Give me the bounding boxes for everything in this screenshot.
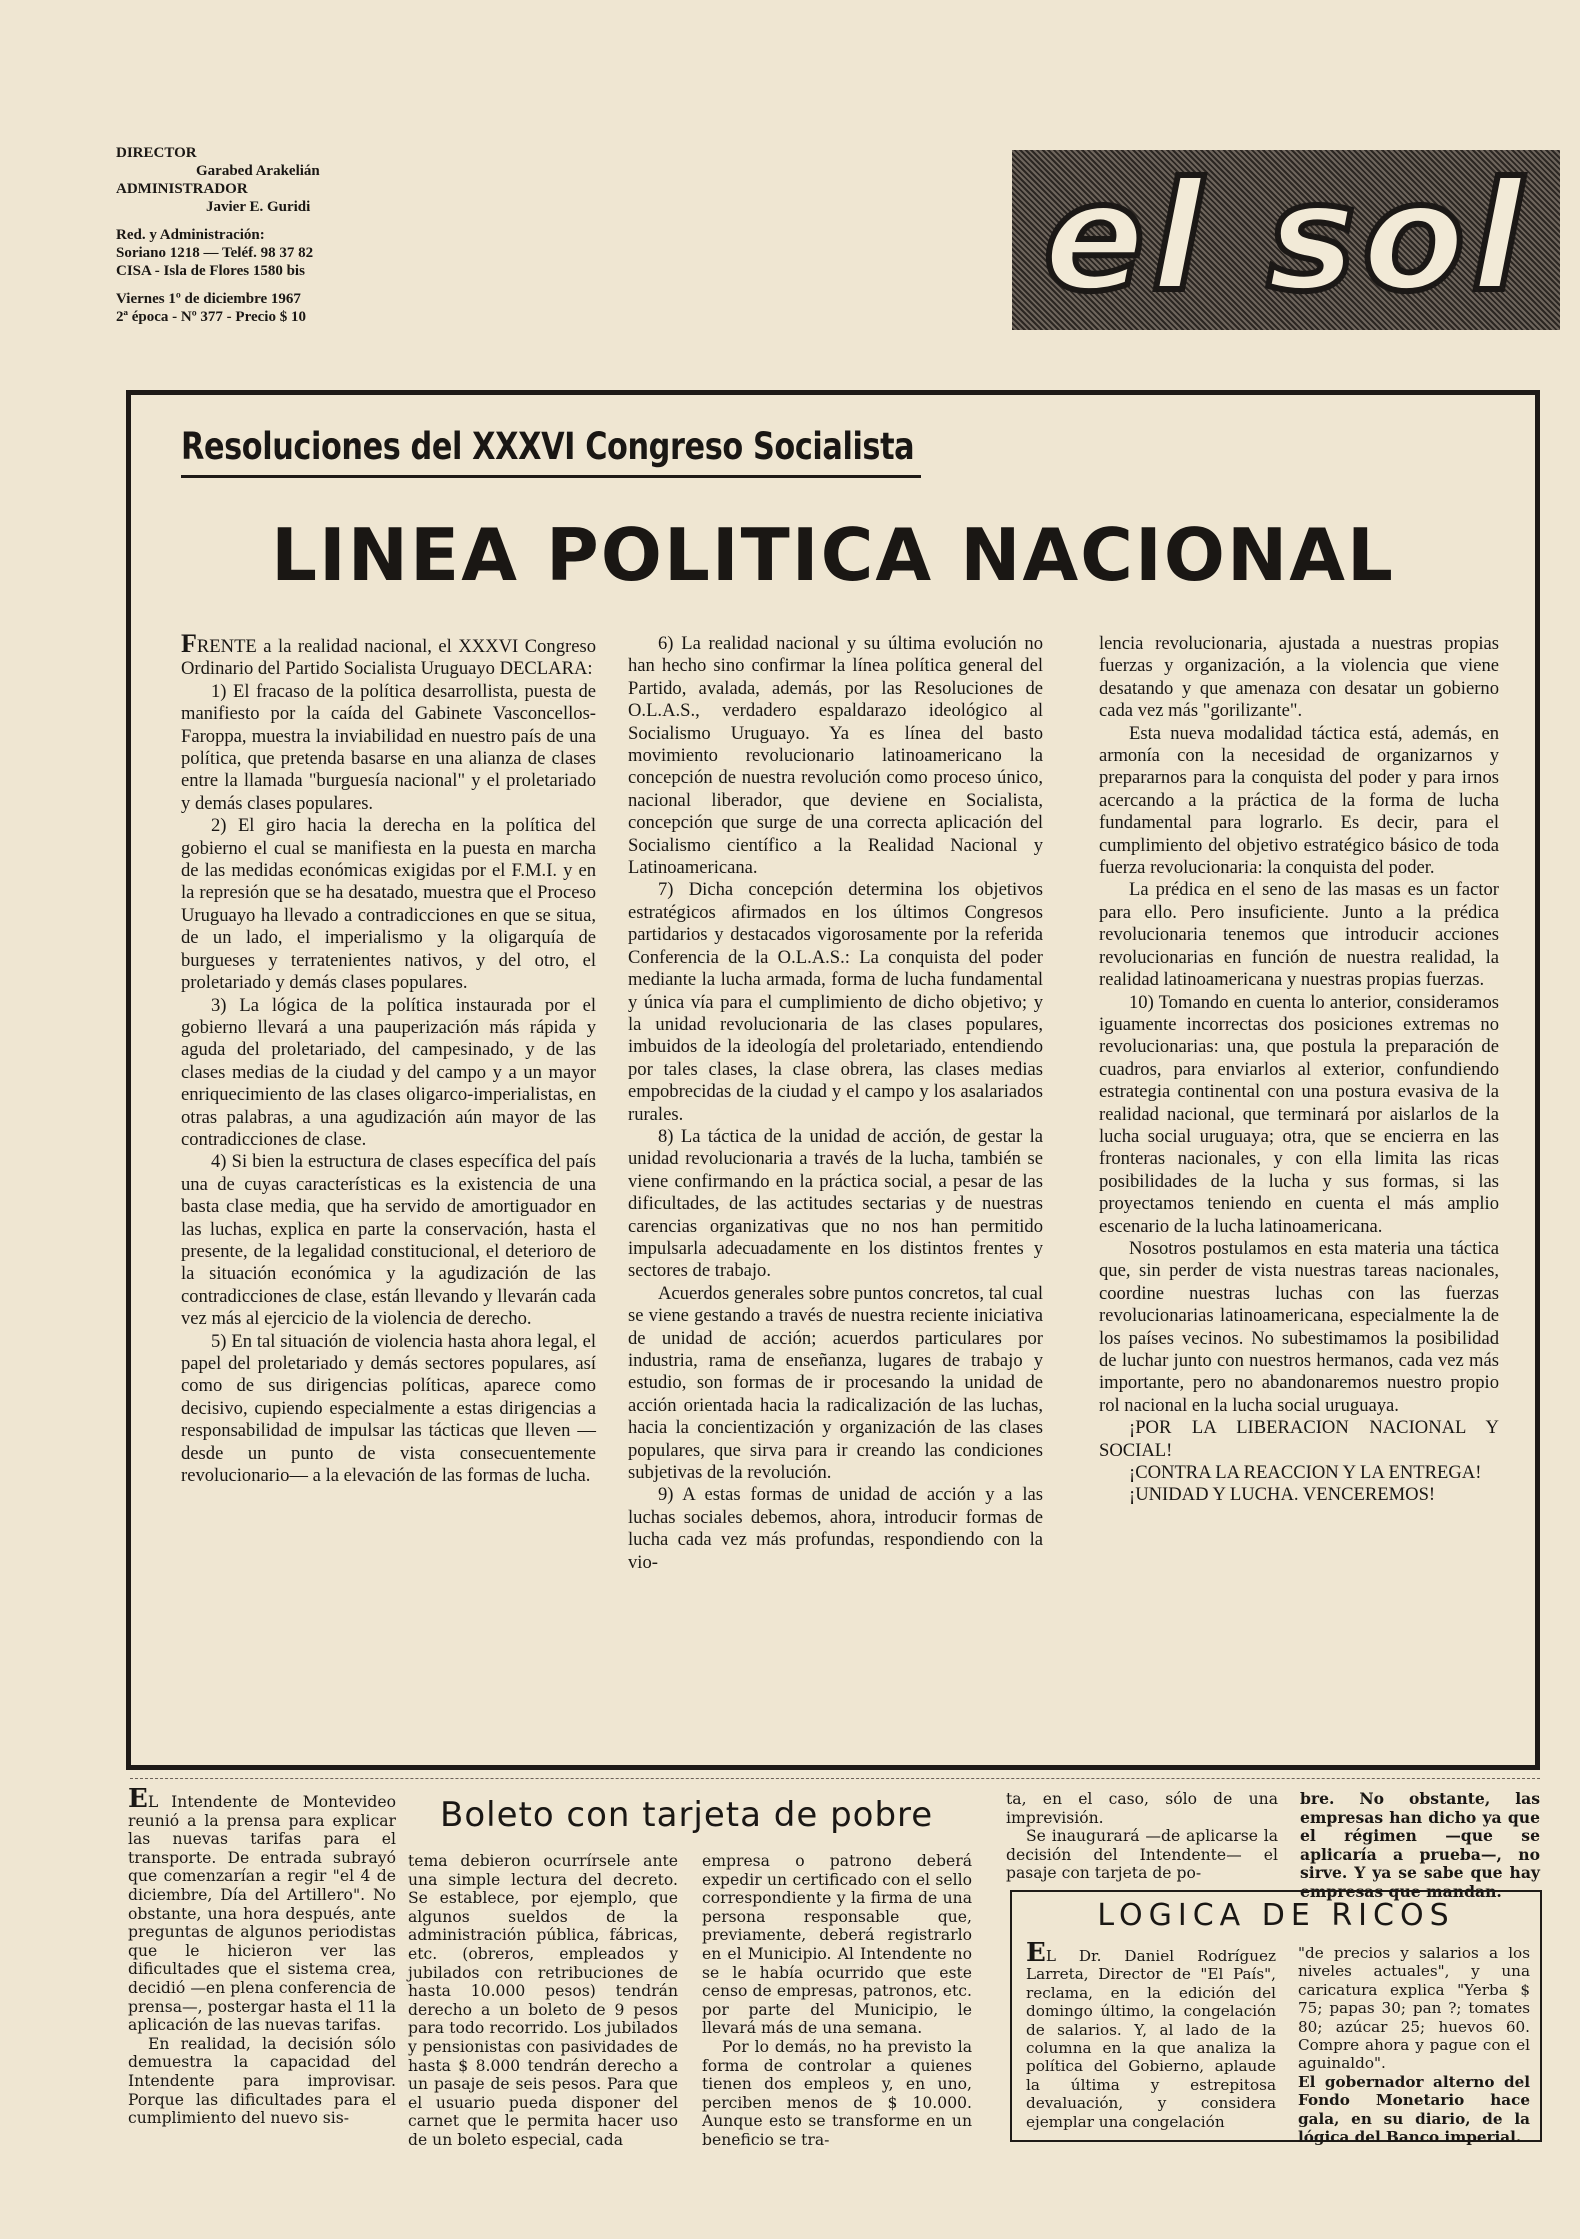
kicker-rule xyxy=(181,475,921,478)
admin-label: ADMINISTRADOR xyxy=(116,181,248,197)
boleto-headline: Boleto con tarjeta de pobre xyxy=(440,1795,934,1835)
logica-column-2 xyxy=(1298,1944,1530,2146)
boleto-column-5 xyxy=(1300,1790,1540,1902)
logica-headline: LOGICA DE RICOS xyxy=(1097,1898,1455,1933)
article-column-3 xyxy=(1099,633,1499,1507)
issue-number: 2ª época - Nº 377 - Precio $ 10 xyxy=(116,309,306,325)
paragraph-text: L Dr. Daniel Rodríguez Larreta, Director de "El País", reclama, en la edición del domingo último, la congelación de salarios. Y, al lado de la columna en la que analiza la política del Gobierno, aplaude la última y estrepitosa devaluación, y considera ejemplar una congelación xyxy=(1026,1947,1276,2131)
slogan: ¡CONTRA LA REACCION Y LA ENTREGA! xyxy=(1129,1462,1482,1484)
paragraph: lencia revolucionaria, ajustada a nuestras propias fuerzas y organización, a la violencia que viene desatando y que amenaza con desatar un gobierno cada vez más "gorilizante". xyxy=(1099,633,1499,722)
dropcap: E xyxy=(128,1784,148,1814)
section-divider xyxy=(130,1778,1540,1779)
director-name: Garabed Arakelián xyxy=(196,163,320,179)
paragraph: Acuerdos generales sobre puntos concretos, tal cual se viene gestando a través de nuestra reciente iniciativa de unidad de acción; acuerdos particulares por industria, rama de enseñanza, lugares de trabajo y estudio, son formas de ir procesando la unidad de acción orientada hacia la radicalización de las luchas, hacia la concientización y organización de las clases populares, que sirva para ir creando las condiciones subjetivas de la revolución. xyxy=(628,1282,1043,1484)
paragraph: 1) El fracaso de la política desarrollista, puesta de manifiesto por la caída del Gabinete Vasconcellos-Faroppa, muestra la inviabilidad en nuestro país de una política, que pretenda basarse en una alianza de clases entre la llamada "burguesía nacional" y el proletariado y demás clases populares. xyxy=(181,680,596,814)
paragraph: Nosotros postulamos en esta materia una táctica que, sin perder de vista nuestras tareas nacionales, coordine nuestras luchas con las fuerzas revolucionarias latinoamericana, especialmente la de los países vecinos. No subestimamos la posibilidad de luchar junto con nuestros hermanos, cada vez más importante, pero no abandonaremos nuestro propio rol nacional en la lucha social uruguaya. xyxy=(1099,1237,1499,1416)
paragraph: 3) La lógica de la política instaurada por el gobierno llevará a una pauperización más rápida y aguda del proletariado, del campesinado, y de las clases medias de la ciudad y del campo y a un mayor enriquecimiento de las clases oligarco-imperialistas, en otras palabras, a una agudización aún mayor de las contradicciones de clase. xyxy=(181,994,596,1150)
logica-column-1 xyxy=(1026,1938,1276,2131)
paragraph xyxy=(181,629,596,681)
main-article xyxy=(126,390,1540,1770)
paragraph: 6) La realidad nacional y su última evolución no han hecho sino confirmar la línea política general del Partido, avalada, además, por las Resoluciones de O.L.A.S., verdadero espaldarazo ideológico al Socialismo Uruguayo. Ya es línea del basto movimiento revolucionario latinoamericano la concepción de nuestra revolución como proceso único, nacional liberador, que deviene en Socialista, concepción que surge de una correcta aplicación del Socialismo científico a la Realidad Nacional y Latinoamericana. xyxy=(628,633,1043,879)
paragraph: bre. No obstante, las empresas han dicho ya que el régimen —que se aplicaría a prueba—, no sirve. Y ya se sabe que hay empresas que mandan. xyxy=(1300,1789,1540,1901)
paragraph: La prédica en el seno de las masas es un factor para ello. Pero insuficiente. Junto a la prédica revolucionaria tenemos que introducir acciones revolucionarias en función de nuestra realidad, la realidad latinoamericana y nuestras propias fuerzas. xyxy=(1099,879,1499,991)
address-line-3: CISA - Isla de Flores 1580 bis xyxy=(116,263,305,279)
paragraph: 9) A estas formas de unidad de acción y a las luchas sociales debemos, ahora, introducir formas de lucha cada vez más profundas, respondiendo con la vio- xyxy=(628,1484,1043,1573)
slogan: ¡POR LA LIBERACION NACIONAL Y SOCIAL! xyxy=(1099,1417,1499,1461)
address-line-1: Red. y Administración: xyxy=(116,227,265,243)
paragraph: 7) Dicha concepción determina los objetivos estratégicos afirmados en los últimos Congresos partidarios y destacados vigorosamente por la referida Conferencia de la O.L.A.S.: La conquista del poder mediante la lucha armada, forma de lucha fundamental y única vía para el cumplimiento de dicho objetivo; y la unidad revolucionaria de las clases populares, imbuidos de la ideología del proletariado, entendiendo por tales clases, la clase obrera, las clases medias empobrecidas de la ciudad y el campo y los asalariados rurales. xyxy=(628,879,1043,1125)
article-column-1 xyxy=(181,629,596,1487)
paragraph: 10) Tomando en cuenta lo anterior, consideramos iguamente incorrectas dos posiciones extremas no revolucionarias: una, que postula la preparación de cuadros, para enviarlos al exterior, confundiendo estrategia continental con una postura evasiva de la realidad nacional, que terminará por aislarlos de la lucha social uruguaya; otra, que se encierra en las fronteras nacionales, y con ella limita las ricas posibilidades de la lucha y sus formas, si las proyectamos teniendo en cuenta el más amplio escenario de la lucha latinoamericana. xyxy=(1099,991,1499,1237)
paragraph-text: RENTE a la realidad nacional, el XXXVI Congreso Ordinario del Partido Socialista Uruguayo DECLARA: xyxy=(181,636,596,680)
paragraph-bold: El gobernador alterno del Fondo Monetario hace gala, en su diario, de la lógica del Banco imperial. xyxy=(1298,2072,1530,2147)
paragraph-text: L Intendente de Montevideo reunió a la prensa para explicar las nuevas tarifas para el transporte. De entrada subrayó que comenzarían a regir "el 4 de diciembre, Día del Artillero". No obstante, una hora después, ante preguntas de algunos periodistas que le hicieron ver las dificultades que el sistema crea, decidió —en plena conferencia de prensa—, postergar hasta el 11 la aplicación de las nuevas tarifas. xyxy=(128,1793,396,2035)
paragraph: Se inaugurará —de aplicarse la decisión del Intendente— el pasaje con tarjeta de po- xyxy=(1006,1827,1278,1883)
dropcap: F xyxy=(181,629,197,658)
paragraph: Esta nueva modalidad táctica está, además, en armonía con la necesidad de organizarnos y prepararnos para la conquista del poder y para irnos acercando a la práctica de la forma de lucha fundamental para lograrlo. Es decir, para el cumplimiento del objetivo estratégico básico de toda fuerza revolucionaria: la conquista del poder. xyxy=(1099,722,1499,879)
paragraph: tema debieron ocurrírsele ante una simple lectura del decreto. Se establece, por ejemplo, que algunos sueldos de la administración pública, fábricas, etc. (obreros, empleados y jubilados con retribuciones de hasta 10.000 pesos) tendrán derecho a un boleto de 9 pesos para todo recorrido. Los jubilados y pensionistas con pasividades de hasta $ 8.000 tendrán derecho a un pasaje de seis pesos. Para que el usuario pueda disponer del carnet que le permita hacer uso de un boleto especial, cada xyxy=(408,1852,678,2149)
paragraph: En realidad, la decisión sólo demuestra la capacidad del Intendente para improvisar. Porque las dificultades para el cumplimiento del nuevo sis- xyxy=(128,2034,396,2128)
paragraph: 4) Si bien la estructura de clases específica del país una de cuyas características es la existencia de una basta clase media, que ha servido de amortiguador en las luchas, explica en parte la conservación, hasta el presente, de la legalidad constitucional, el deterioro de la situación económica y la agudización de las contradicciones de clase, están llevando y llevarán cada vez más al ejercicio de la violencia de derecho. xyxy=(181,1151,596,1330)
paragraph: ta, en el caso, sólo de una imprevisión. xyxy=(1006,1790,1278,1827)
masthead xyxy=(116,144,496,326)
el-sol-logo xyxy=(1012,150,1560,330)
issue-date: Viernes 1º de diciembre 1967 xyxy=(116,291,301,307)
article-headline: LINEA POLITICA NACIONAL xyxy=(271,513,1395,597)
paragraph: empresa o patrono deberá expedir un certificado con el sello correspondiente y la firma de una persona responsable que, previamente, deberá registrarlo en el Municipio. Al Intendente no se le había ocurrido que este censo de empresas, patronos, etc. por parte del Municipio, le llevará más de una semana. xyxy=(702,1852,972,2038)
boleto-column-3 xyxy=(702,1852,972,2150)
paragraph xyxy=(1026,1938,1276,2131)
article-column-2 xyxy=(628,633,1043,1574)
dropcap: E xyxy=(1026,1938,1046,1968)
paragraph: "de precios y salarios a los niveles actuales", y una caricatura explica "Yerba $ 75; papas 30; pan ?; tomates 80; azúcar 25; huevos 60. Compre ahora y pague con el aguinaldo". xyxy=(1298,1944,1530,2073)
boleto-column-1 xyxy=(128,1784,396,2128)
boleto-column-2 xyxy=(408,1852,678,2150)
director-label: DIRECTOR xyxy=(116,145,197,161)
paragraph: 8) La táctica de la unidad de acción, de gestar la unidad revolucionaria a través de la lucha, también se viene confirmando en la práctica social, a pesar de las dificultades, de las actitudes sectarias y de nuestras carencias organizativas que no nos han permitido impulsarla adecuadamente en los distintos frentes y sectores de trabajo. xyxy=(628,1125,1043,1282)
paragraph: Por lo demás, no ha previsto la forma de controlar a quienes tienen dos empleos y, en uno, perciben menos de $ 10.000. Aunque esto se transforme en un beneficio se tra- xyxy=(702,2037,972,2149)
slogan: ¡UNIDAD Y LUCHA. VENCEREMOS! xyxy=(1129,1484,1436,1506)
paragraph: 5) En tal situación de violencia hasta ahora legal, el papel del proletariado y demás sectores populares, así como de sus dirigencias políticas, aparece como decisivo, cupiendo especialmente a estas dirigencias a responsabilidad de impulsar las tácticas que lleven —desde un punto de vista consecuentemente revolucionario— a la elevación de las formas de lucha. xyxy=(181,1330,596,1487)
paragraph: 2) El giro hacia la derecha en la política del gobierno el cual se manifiesta en la puesta en marcha de las medidas económicas exigidas por el F.M.I. y en la represión que se ha desatado, muestra que el Proceso Uruguayo ha llevado a contradicciones en que se situa, de un lado, el imperialismo y la oligarquía de burgueses y terratenientes nativos, y del otro, el proletariado y demás clases populares. xyxy=(181,815,596,994)
boleto-column-4 xyxy=(1006,1790,1278,1883)
logica-box xyxy=(1010,1890,1542,2147)
address-line-2: Soriano 1218 — Teléf. 98 37 82 xyxy=(116,245,314,261)
admin-name: Javier E. Guridi xyxy=(206,199,311,215)
paragraph xyxy=(128,1784,396,2035)
article-kicker: Resoluciones del XXXVI Congreso Socialista xyxy=(181,425,915,468)
logo-text: el sol xyxy=(1043,151,1529,325)
